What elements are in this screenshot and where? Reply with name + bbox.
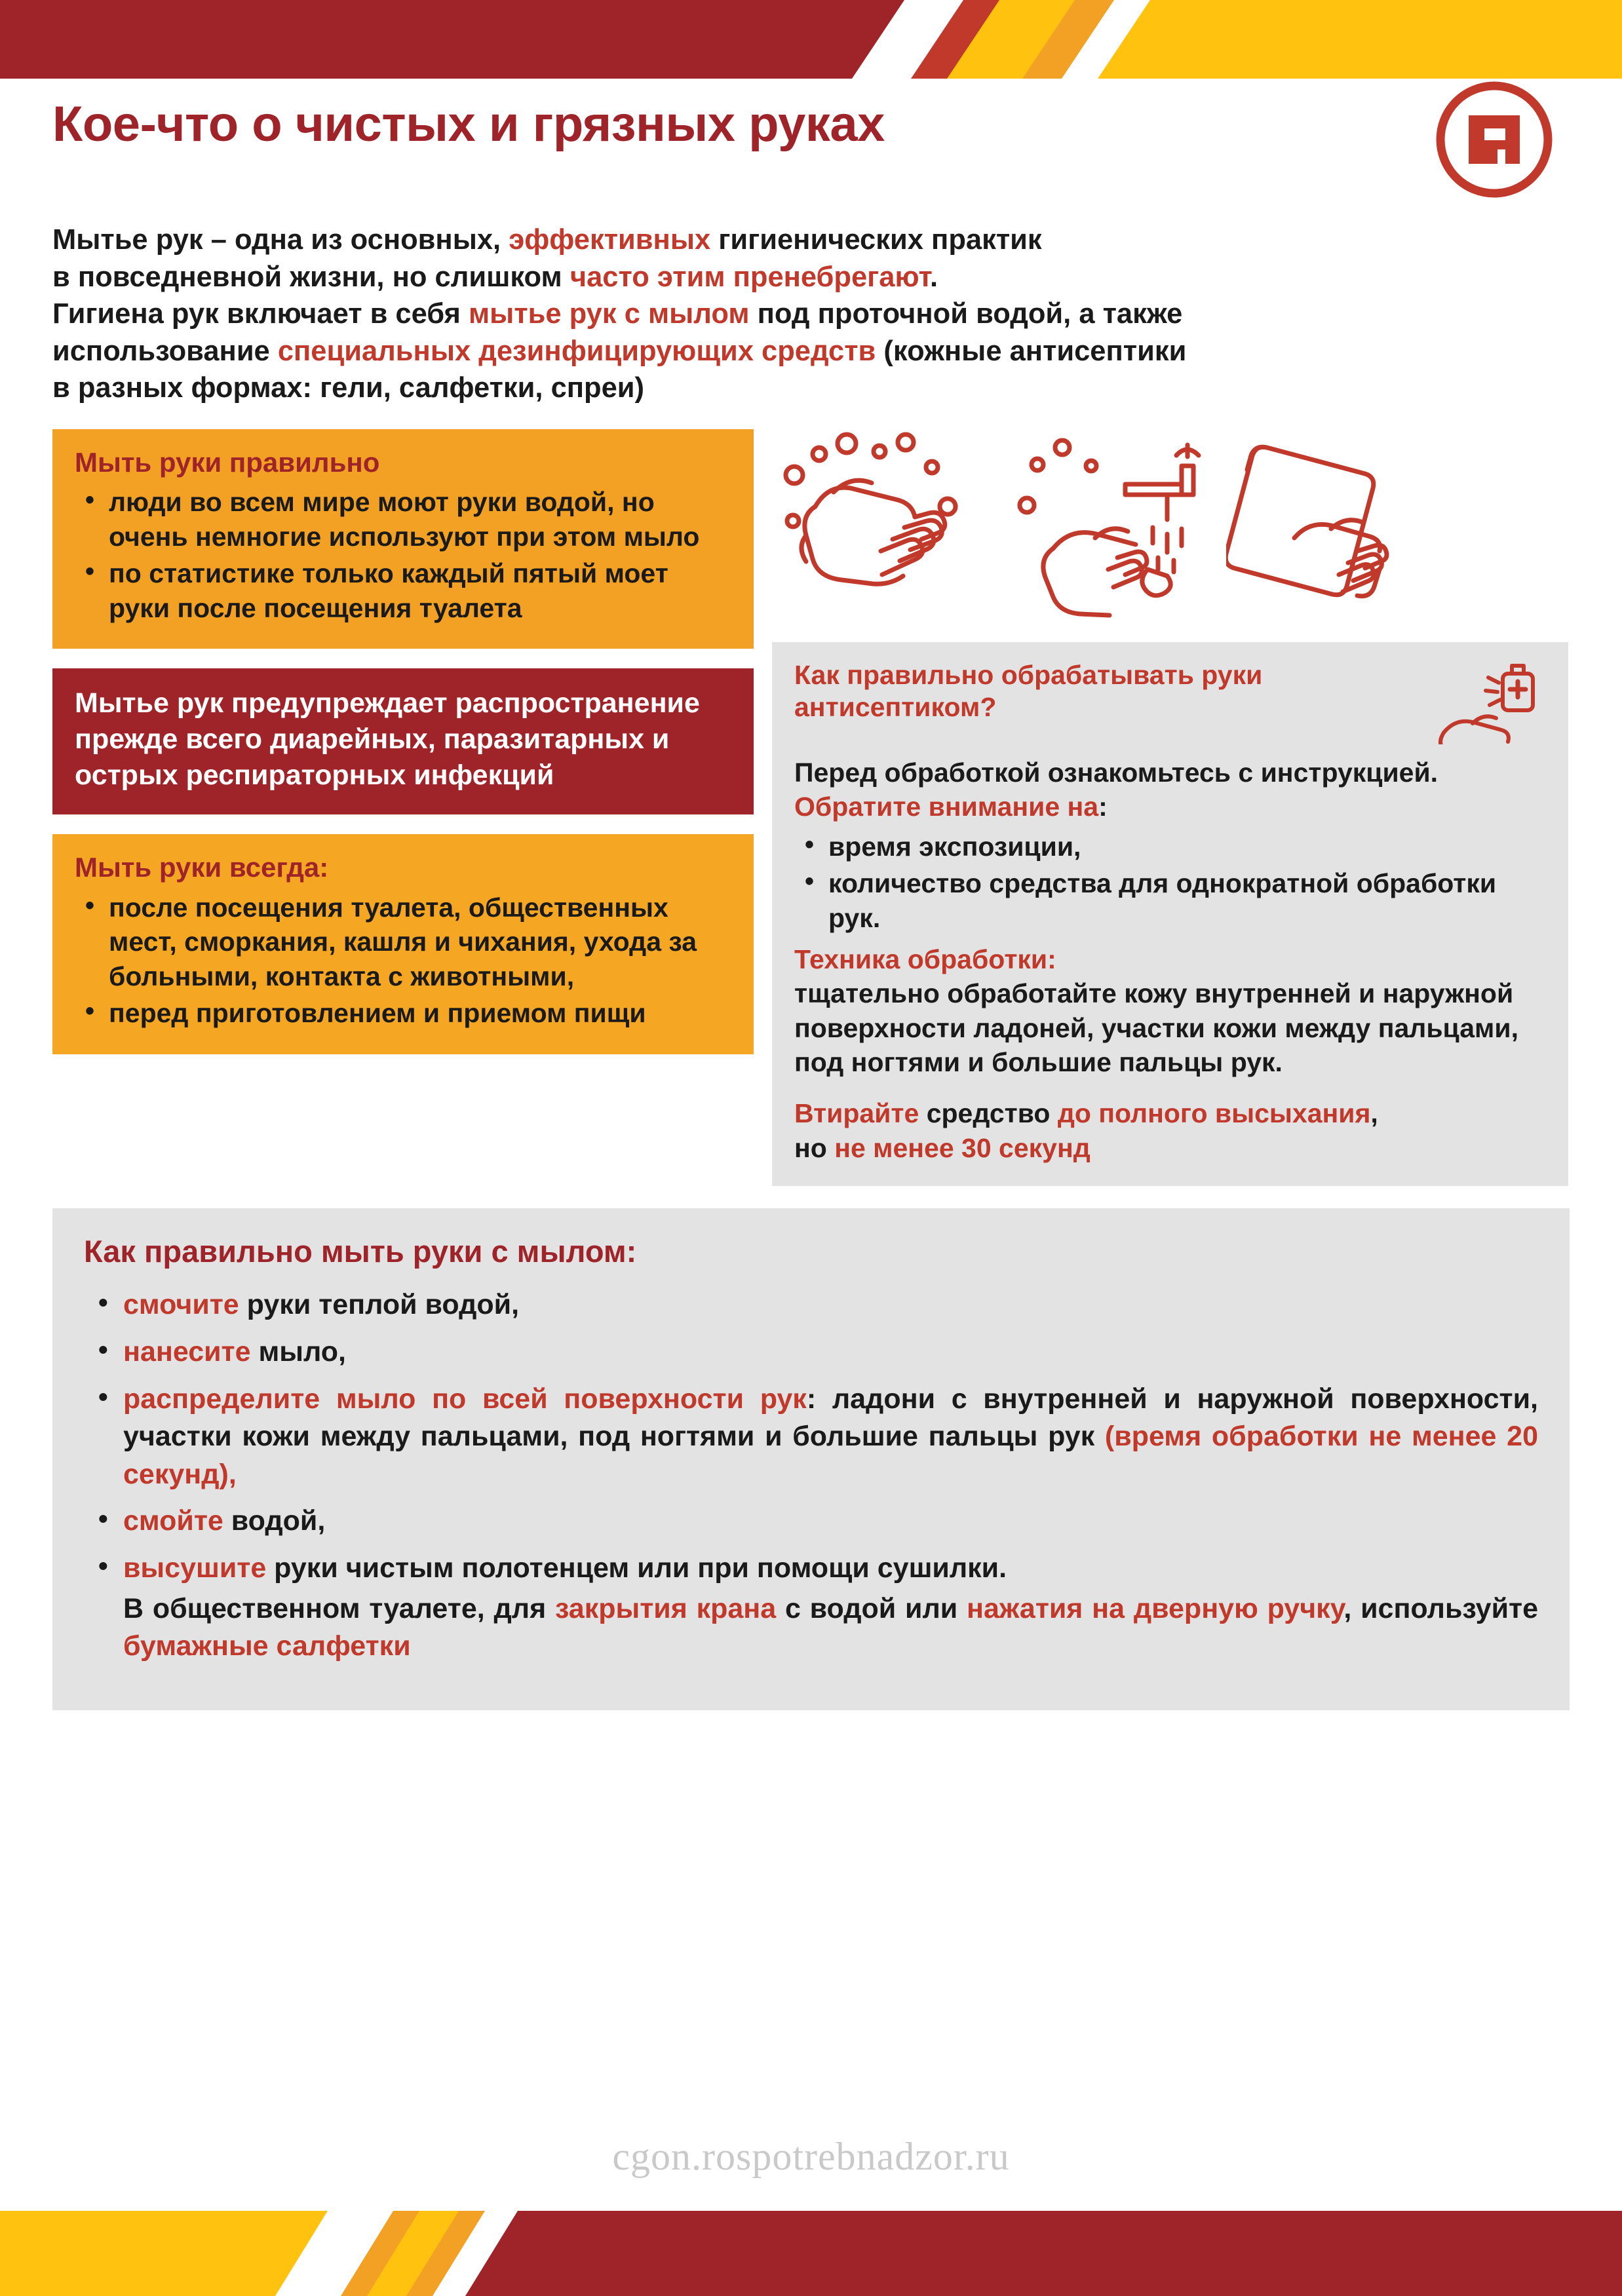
intro-line2-b: . [930,261,938,293]
intro-line2-highlight: часто этим пренебрегают [570,261,931,293]
antiseptic-rub-a: Втирайте [794,1098,919,1129]
antiseptic-intro-b: : [1098,792,1108,822]
poster-content [52,98,1570,1710]
list-item: • после посещения туалета, общественных мест, сморкания, кашля и чихания, ухода за больными, контакта с животными, [109,890,731,993]
step-lead: высушите [123,1552,267,1584]
intro-line1-a: Мытье рук – одна из основных, [52,224,509,256]
list-item [123,1381,1538,1494]
antiseptic-rub-f: не менее 30 секунд [834,1132,1091,1163]
page-title: Кое-что о чистых и грязных руках [52,96,885,152]
list-item [123,1502,1538,1540]
intro-line3-b: под проточной водой, а также [749,298,1183,330]
box-wash-always [52,834,754,1054]
intro-line2-a: в повседневной жизни, но слишком [52,261,570,293]
note-b: с водой или [776,1592,967,1624]
box-antiseptic-heading: Как правильно обрабатывать руки антисептиком? [794,659,1263,722]
note-red1: закрытия крана [554,1592,777,1624]
list-item: • время экспозиции, [828,830,1546,864]
intro-line3-a: Гигиена рук включает в себя [52,298,469,330]
list-item [123,1550,1538,1666]
step-rest: руки чистым полотенцем или при помощи сушилки. [266,1552,1007,1584]
box-antiseptic-header [794,659,1546,748]
step-lead: смочите [123,1289,239,1321]
antiseptic-technique-heading: Техника обработки: [794,944,1056,975]
step-tail: (время обработки не менее 20 секунд), [123,1421,1538,1490]
box-prevention [52,668,754,814]
list-item [123,1286,1538,1324]
two-column-zone [52,429,1570,1187]
intro-line3-highlight: мытье рук с мылом [469,298,750,330]
step-lead: смойте [123,1505,223,1537]
faucet-hands-icon [1013,429,1216,629]
step-lead: нанесите [123,1336,251,1368]
box-wash-always-list [75,890,731,1031]
intro-line4-highlight: специальных дезинфицирующих средств [277,335,876,367]
intro-paragraph [52,221,1570,407]
illustration-strip [772,429,1568,629]
antiseptic-rub-c: до полного высыхания [1057,1098,1371,1129]
rospotrebnadzor-logo [1432,77,1556,202]
antiseptic-intro-highlight: Обратите внимание на [794,792,1099,822]
box-wash-correctly [52,429,754,649]
intro-line5: в разных формах: гели, салфетки, спреи) [52,372,645,404]
antiseptic-intro-a: Перед обработкой ознакомьтесь с инструкцией. [794,757,1439,788]
box-wash-correctly-list [75,485,731,625]
step-rest: водой, [223,1505,326,1537]
watermark-url: cgon.rospotrebnadzor.ru [612,2135,1010,2178]
box-how-to-wash-list [84,1286,1538,1665]
list-item: • количество средства для однократной обработки рук. [828,866,1546,935]
intro-line1-b: гигиенических практик [710,224,1042,256]
antiseptic-rub-text [794,1096,1546,1165]
note-a: В общественном туалете, для [123,1592,555,1624]
note-red2: нажатия на дверную ручку [967,1592,1344,1624]
antiseptic-spray-icon [1435,659,1546,748]
bottom-decorative-ribbon [0,2211,1622,2296]
step-rest: руки теплой водой, [239,1289,520,1321]
header-row [52,98,1570,202]
antiseptic-rub-e: но [794,1132,835,1163]
left-column [52,429,754,1054]
box-antiseptic [772,642,1568,1187]
box-antiseptic-intro [794,756,1546,824]
top-decorative-ribbon [0,0,1622,79]
right-column [772,429,1568,1187]
step-lead: распределите мыло по всей поверхности рук [123,1383,807,1415]
washing-hands-icon [776,429,1002,629]
step-rest: : ладони с внутренней и наружной поверхности, участки кожи между пальцами, под ногтями и большие пальцы рук [123,1383,1538,1453]
list-item: • люди во всем мире моют руки водой, но очень немногие используют при этом мыло [109,485,731,554]
box-how-to-wash [52,1208,1570,1710]
note-red3: бумажные салфетки [123,1630,411,1662]
intro-line1-highlight: эффективных [509,224,711,256]
antiseptic-technique-text: тщательно обработайте кожу внутренней и наружной поверхности ладоней, участки кожи между пальцами, под ногтями и большие пальцы рук. [794,978,1518,1078]
antiseptic-rub-d: , [1370,1098,1378,1129]
box-wash-correctly-heading: Мыть руки правильно [75,446,380,478]
step-rest: мыло, [250,1336,346,1368]
intro-line4-b: (кожные антисептики [876,335,1187,367]
list-item: • перед приготовлением и приемом пищи [109,996,731,1030]
antiseptic-rub-b: средство [919,1098,1058,1129]
public-toilet-note [123,1590,1538,1666]
note-c: , используйте [1343,1592,1538,1624]
box-antiseptic-list [794,830,1546,935]
list-item: • по статистике только каждый пятый моет руки после посещения туалета [109,556,731,625]
box-prevention-text: Мытье рук предупреждает распространение прежде всего диарейных, паразитарных и острых респираторных инфекций [75,687,700,792]
paper-towel-icon [1226,429,1423,629]
list-item [123,1333,1538,1371]
intro-line4-a: использование [52,335,278,367]
box-how-to-wash-heading: Как правильно мыть руки с мылом: [84,1234,637,1269]
box-wash-always-heading: Мыть руки всегда: [75,852,329,883]
